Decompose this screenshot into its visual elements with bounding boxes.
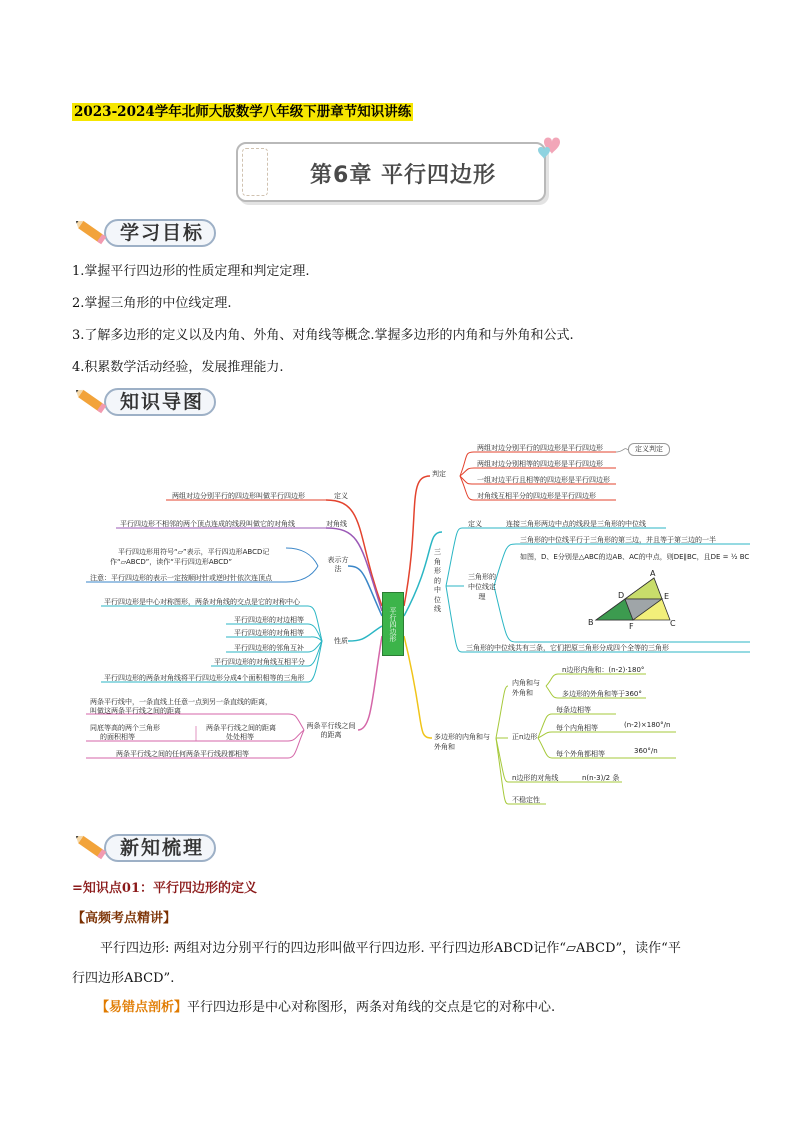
mm-polygon-regular-int: 每个内角相等 <box>556 724 598 732</box>
mm-midline-note: 三角形的中位线共有三条，它们把原三角形分成四个全等的三角形 <box>466 644 669 652</box>
mm-polygon-diag-formula: n(n-3)/2 条 <box>582 774 620 782</box>
mm-polygon-regular-label: 正n边形 <box>512 733 538 741</box>
chapter-banner <box>236 142 546 202</box>
goal-item: 2.掌握三角形的中位线定理. <box>72 296 232 311</box>
knowledge-tip <box>96 994 756 1021</box>
mm-distance-b1: 两条平行线之间的距离 <box>206 724 276 732</box>
fig-label-b: B <box>588 618 594 627</box>
mm-midline-label: 三角形的中位线 <box>434 548 441 613</box>
section-goals <box>72 215 222 251</box>
mm-polygon-sum-label: 内角和与外角和 <box>512 679 540 697</box>
mm-midline-theorem-text: 三角形的中位线平行于三角形的第三边，并且等于第三边的一半 <box>520 536 716 544</box>
goal-item: 3.了解多边形的定义以及内角、外角、对角线等概念.掌握多边形的内角和与外角和公式. <box>72 328 574 343</box>
tip-label: 【易错点剖析】 <box>96 1000 188 1015</box>
mm-distance-a2: 的面积相等 <box>100 733 135 741</box>
mm-distance-a1: 同底等高的两个三角形 <box>90 724 160 732</box>
mm-criteria-item: 对角线互相平分的四边形是平行四边形 <box>477 492 596 500</box>
mm-diagonal-label: 对角线 <box>326 520 347 528</box>
knowledge-mindmap <box>76 436 750 814</box>
mm-midline-def-label: 定义 <box>468 520 482 528</box>
pencil-icon <box>72 384 112 420</box>
mm-notation-note: 注意：平行四边形的表示一定按顺时针或逆时针依次连顶点 <box>90 574 272 582</box>
mm-diagonal-text: 平行四边形不相邻的两个顶点连成的线段叫做它的对角线 <box>120 520 295 528</box>
mm-property-item: 平行四边形的对边相等 <box>234 616 304 624</box>
knowledge-paragraph-line2: 行四边形ABCD”. <box>72 971 175 986</box>
mm-polygon-interior: n边形内角和：(n-2)·180° <box>562 666 645 674</box>
mm-distance-label: 两条平行线之间的距离 <box>306 722 356 739</box>
mm-criteria-item: 两组对边分别平行的四边形是平行四边形 <box>477 444 603 452</box>
mm-polygon-regular-ext: 每个外角都相等 <box>556 750 605 758</box>
mm-midline-def-text: 连接三角形两边中点的线段是三角形的中位线 <box>506 520 646 528</box>
fig-label-e: E <box>664 592 670 601</box>
mm-polygon-regular-sides: 每条边相等 <box>556 706 591 714</box>
mm-polygon-regular-int-formula: (n-2)×180°/n <box>624 721 671 729</box>
series-title: 2023-2024学年北师大版数学八年级下册章节知识讲练 <box>74 104 412 120</box>
decor-strip <box>242 148 268 196</box>
mm-criteria-item: 一组对边平行且相等的四边形是平行四边形 <box>477 476 610 484</box>
mm-polygon-regular-ext-formula: 360°/n <box>634 747 658 755</box>
section-new-knowledge <box>72 830 222 866</box>
pencil-icon <box>72 215 112 251</box>
mm-distance-c: 两条平行线之间的任何两条平行线段都相等 <box>116 750 249 758</box>
mm-midline-example: 如图，D、E分别是△ABC的边AB、AC的中点，则DE∥BC，且DE = ½ BC <box>520 553 750 561</box>
mm-definition-text: 两组对边分别平行的四边形叫做平行四边形 <box>172 492 305 500</box>
goal-item: 1.掌握平行四边形的性质定理和判定定理. <box>72 264 310 279</box>
mm-distance-b2: 处处相等 <box>226 733 254 741</box>
section-mindmap <box>72 384 222 420</box>
mm-polygon-instability: 不稳定性 <box>512 796 540 804</box>
knowledge-point-title: =知识点01：平行四边形的定义 <box>72 881 257 896</box>
mm-notation-label: 表示方法 <box>327 556 349 573</box>
mm-definition-label: 定义 <box>334 492 348 500</box>
mm-polygon-exterior: 多边形的外角和等于360° <box>562 690 642 698</box>
chapter-title: 第6章 平行四边形 <box>310 163 496 188</box>
mm-polygon-diag-label: n边形的对角线 <box>512 774 559 782</box>
mm-property-item: 平行四边形的两条对角线将平行四边形分成4个面积相等的三角形 <box>104 674 305 682</box>
mm-properties-label: 性质 <box>334 637 348 645</box>
mm-property-item: 平行四边形的对角线互相平分 <box>214 658 305 666</box>
mm-distance-line2: 叫做这两条平行线之间的距离 <box>90 707 181 715</box>
mm-midline-theorem-label: 三角形的中位线定理 <box>468 573 496 601</box>
knowledge-paragraph-line1: 平行四边形: 两组对边分别平行的四边形叫做平行四边形. 平行四边形ABCD记作“▱ABCD”，读作“平 <box>100 941 681 956</box>
section-label: 学习目标 <box>119 222 204 244</box>
heart-icon <box>536 132 566 162</box>
fig-label-a: A <box>650 569 656 578</box>
mm-distance-line1: 两条平行线中，一条直线上任意一点到另一条直线的距离， <box>90 698 272 706</box>
section-label: 知识导图 <box>119 391 204 413</box>
goal-item: 4.积累数学活动经验，发展推理能力. <box>72 360 284 375</box>
fig-label-c: C <box>670 619 676 628</box>
tip-text: 平行四边形是中心对称图形，两条对角线的交点是它的对称中心. <box>187 1000 556 1015</box>
mm-notation-line1: 平行四边形用符号“▱”表示，平行四边形ABCD记 <box>118 548 270 556</box>
mindmap-center: 平行四边形 <box>382 592 404 656</box>
mm-property-item: 平行四边形的对角相等 <box>234 629 304 637</box>
mm-criteria-label: 判定 <box>432 470 446 478</box>
section-label: 新知梳理 <box>119 837 204 859</box>
mm-property-item: 平行四边形是中心对称图形，两条对角线的交点是它的对称中心 <box>104 598 300 606</box>
fig-label-f: F <box>629 622 634 631</box>
mm-criteria-tag: 定义判定 <box>628 443 670 456</box>
mm-criteria-item: 两组对边分别相等的四边形是平行四边形 <box>477 460 603 468</box>
mm-property-item: 平行四边形的邻角互补 <box>234 644 304 652</box>
mm-notation-line2: 作“▱ABCD”，读作“平行四边形ABCD” <box>110 558 233 566</box>
mm-polygon-label: 多边形的内角和与外角和 <box>434 733 490 751</box>
knowledge-subhead: 【高频考点精讲】 <box>72 911 177 926</box>
pencil-icon <box>72 830 112 866</box>
fig-label-d: D <box>618 591 625 600</box>
